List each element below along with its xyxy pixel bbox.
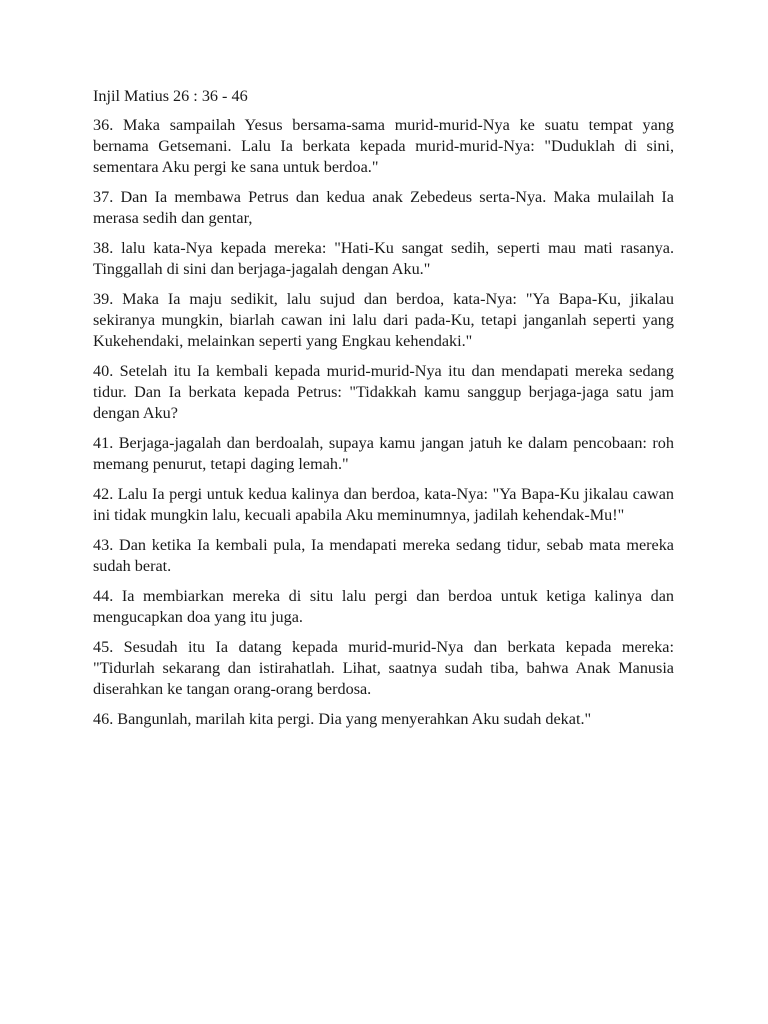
verse-37: 37. Dan Ia membawa Petrus dan kedua anak Zebedeus serta-Nya. Maka mulailah Ia merasa sedih dan gentar, <box>93 188 674 227</box>
verse-39: 39. Maka Ia maju sedikit, lalu sujud dan berdoa, kata-Nya: "Ya Bapa-Ku, jikalau sekiranya mungkin, biarlah cawan ini lalu dari pada-Ku, tetapi janganlah seperti yang Kukehendaki, melainkan seperti yang Engkau kehendaki." <box>93 290 674 350</box>
verse-42: 42. Lalu Ia pergi untuk kedua kalinya dan berdoa, kata-Nya: "Ya Bapa-Ku jikalau cawan ini tidak mungkin lalu, kecuali apabila Aku meminumnya, jadilah kehendak-Mu!" <box>93 485 674 524</box>
verse-41: 41. Berjaga-jagalah dan berdoalah, supaya kamu jangan jatuh ke dalam pencobaan: roh memang penurut, tetapi daging lemah." <box>93 434 674 473</box>
verse-46: 46. Bangunlah, marilah kita pergi. Dia yang menyerahkan Aku sudah dekat." <box>93 710 592 728</box>
verse-43: 43. Dan ketika Ia kembali pula, Ia mendapati mereka sedang tidur, sebab mata mereka sudah berat. <box>93 536 674 575</box>
verse-40: 40. Setelah itu Ia kembali kepada murid-murid-Nya itu dan mendapati mereka sedang tidur. Dan Ia berkata kepada Petrus: "Tidakkah kamu sanggup berjaga-jaga satu jam dengan Aku? <box>93 362 674 422</box>
verse-45: 45. Sesudah itu Ia datang kepada murid-murid-Nya dan berkata kepada mereka: "Tidurlah sekarang dan istirahatlah. Lihat, saatnya sudah tiba, bahwa Anak Manusia diserahkan ke tangan orang-orang berdosa. <box>93 638 674 698</box>
verse-38: 38. lalu kata-Nya kepada mereka: "Hati-Ku sangat sedih, seperti mau mati rasanya. Tinggallah di sini dan berjaga-jagalah dengan Aku." <box>93 239 674 278</box>
verse-44: 44. Ia membiarkan mereka di situ lalu pergi dan berdoa untuk ketiga kalinya dan mengucapkan doa yang itu juga. <box>93 587 674 626</box>
document-title: Injil Matius 26 : 36 - 46 <box>93 87 248 105</box>
verse-36: 36. Maka sampailah Yesus bersama-sama murid-murid-Nya ke suatu tempat yang bernama Getsemani. Lalu Ia berkata kepada murid-murid-Nya: "Duduklah di sini, sementara Aku pergi ke sana untuk berdoa." <box>93 116 674 176</box>
